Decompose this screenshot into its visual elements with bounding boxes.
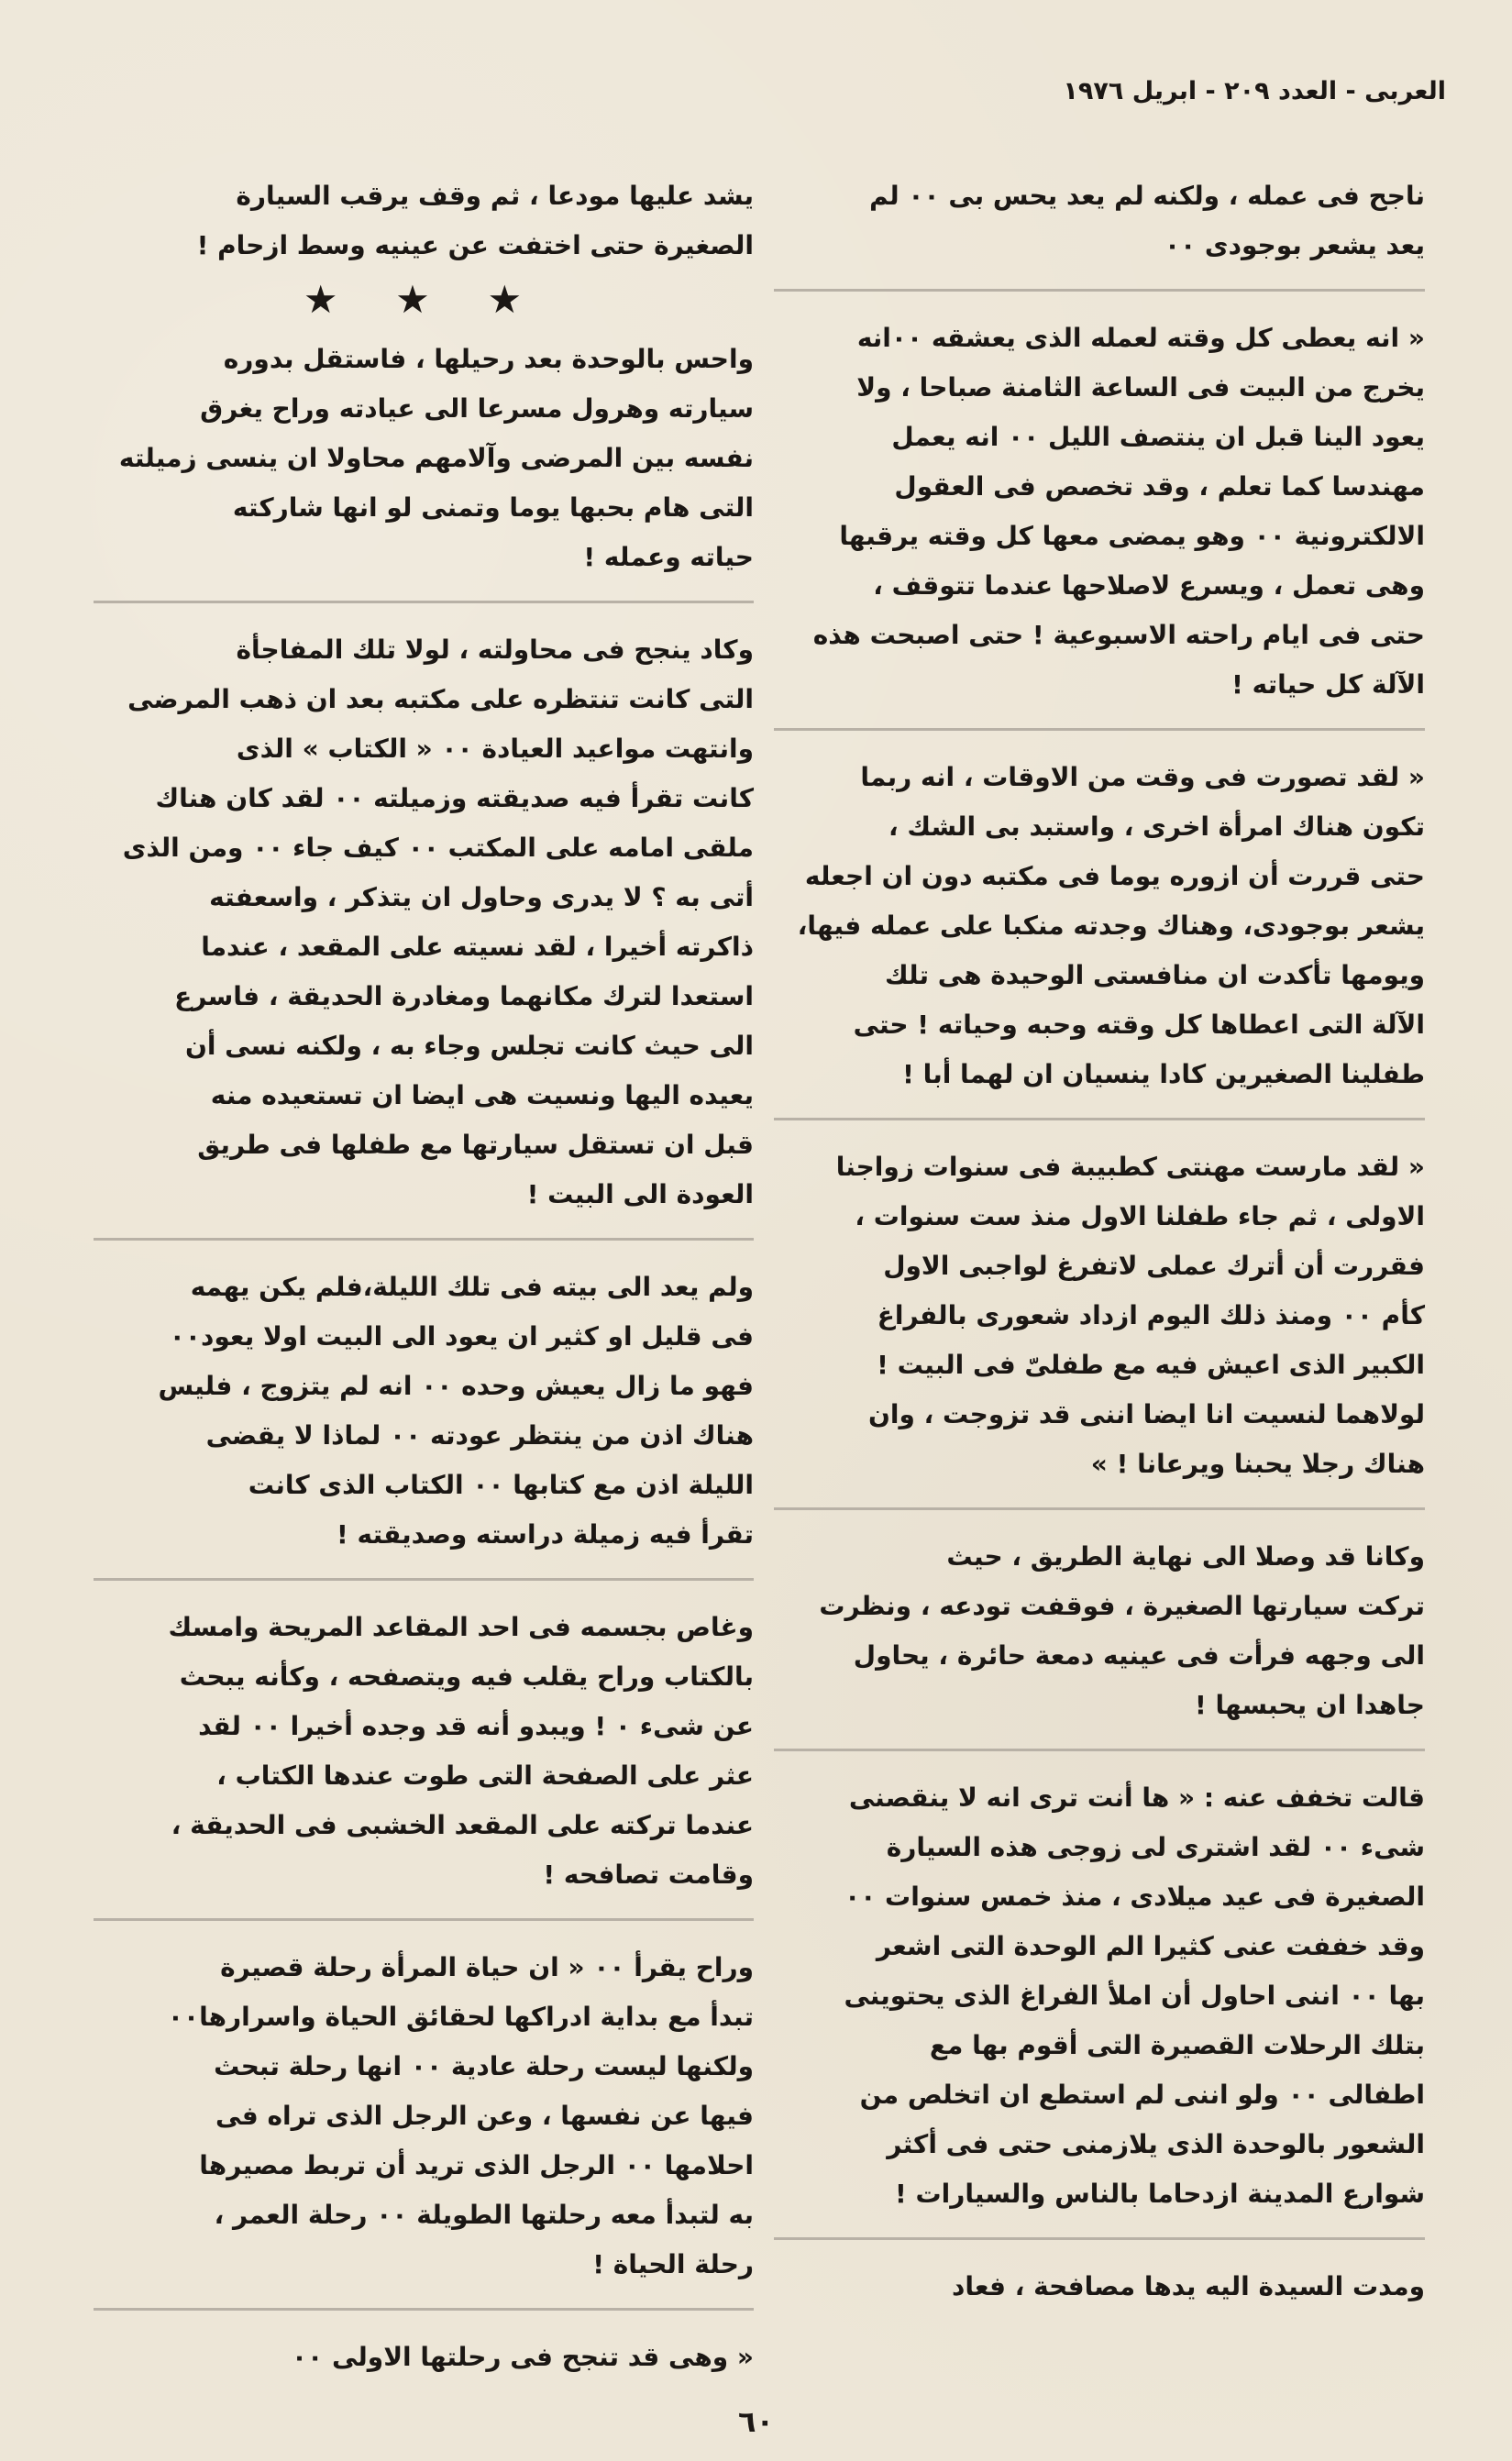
paragraph-divider [774,1118,1425,1120]
paragraph-divider [774,2237,1425,2240]
paragraph: قالت تخفف عنه : « ها أنت ترى انه لا ينقصنى شىء ٠٠ لقد اشترى لى زوجى هذه السيارة الصغيرة فى عيد ميلادى ، منذ خمس سنوات ٠٠ وقد خففت عنى كثيرا الم الوحدة التى اشعر بها ٠٠ اننى احاول أن املأ الفراغ الذى يحتوينى بتلك الرحلات القصيرة التى أقوم بها مع اطفالى ٠٠ ولو اننى لم استطع ان اتخلص من الشعور بالوحدة الذى يلازمنى حتى فى أكثر شوارع المدينة ازدحاما بالناس والسيارات ! [844,1782,1425,2209]
paragraph: ولم يعد الى بيته فى تلك الليلة،فلم يكن يهمه فى قليل او كثير ان يعود الى البيت اولا يعود٠٠ فهو ما زال يعيش وحده ٠٠ انه لم يتزوج ، فليس هناك اذن من ينتظر عودته ٠٠ لماذا لا يقضى الليلة اذن مع كتابها ٠٠ الكتاب الذى كانت تقرأ فيه زميلة دراسته وصديقته ! [158,1272,754,1550]
paragraph: ومدت السيدة اليه يدها مصافحة ، فعاد [951,2271,1425,2301]
paragraph: وكاد ينجح فى محاولته ، لولا تلك المفاجأة التى كانت تنتظره على مكتبه بعد ان ذهب المرضى وانتهت مواعيد العيادة ٠٠ « الكتاب » الذى كانت تقرأ فيه صديقته وزميلته ٠٠ لقد كان هناك ملقى امامه على المكتب ٠٠ كيف جاء ٠٠ ومن الذى أتى به ؟ لا يدرى وحاول ان يتذكر ، واسعفته ذاكرته أخيرا ، لقد نسيته على المقعد ، عندما استعدا لترك مكانهما ومغادرة الحديقة ، فاسرع الى حيث كانت تجلس وجاء به ، ولكنه نسى أن يعيده اليها ونسيت هى ايضا ان تستعيده منه قبل ان تستقل سيارتها مع طفلها فى طريق العودة الى البيت ! [122,635,754,1209]
paragraph-divider [774,728,1425,731]
paragraph: « انه يعطى كل وقته لعمله الذى يعشقه ٠٠انه يخرج من البيت فى الساعة الثامنة صباحا ، ولا يعود الينا قبل ان ينتصف الليل ٠٠ انه يعمل مهندسا كما تعلم ، وقد تخصص فى العقول الالكترونية ٠٠ وهو يمضى معها كل وقته يرقبها وهى تعمل ، ويسرع لاصلاحها عندما تتوقف ، حتى فى ايام راحته الاسبوعية ! حتى اصبحت هذه الآلة كل حياته ! [812,323,1425,700]
running-head: العربى - العدد ٢٠٩ - ابريل ١٩٧٦ [1063,77,1446,105]
paragraph-divider [774,289,1425,292]
paragraph-divider [94,1918,754,1921]
paragraph: « لقد مارست مهنتى كطبيبة فى سنوات زواجنا الاولى ، ثم جاء طفلنا الاول منذ ست سنوات ، فقررت أن أترك عملى لاتفرغ لواجبى الاول كأم ٠٠ ومنذ ذلك اليوم ازداد شعورى بالفراغ الكبير الذى اعيش فيه مع طفلىّ فى البيت ! لولاهما لنسيت انا ايضا اننى قد تزوجت ، وان هناك رجلا يحبنا ويرعانا ! » [835,1152,1425,1479]
page-number: ٦٠ [737,2404,775,2439]
paragraph-divider [94,1578,754,1581]
paragraph-divider [774,1507,1425,1510]
paragraph-divider [94,1238,754,1241]
paragraph: يشد عليها مودعا ، ثم وقف يرقب السيارة الصغيرة حتى اختفت عن عينيه وسط ازحام ! [196,181,754,260]
paragraph: وراح يقرأ ٠٠ « ان حياة المرأة رحلة قصيرة تبدأ مع بداية ادراكها لحقائق الحياة واسرارها٠٠ ولكنها ليست رحلة عادية ٠٠ انها رحلة تبحث فيها عن نفسها ، وعن الرجل الذى تراه فى احلامها ٠٠ الرجل الذى تريد أن تربط مصيرها به لتبدأ معه رحلتها الطويلة ٠٠ رحلة العمر ، رحلة الحياة ! [167,1952,754,2279]
paragraph: وغاص بجسمه فى احد المقاعد المريحة وامسك بالكتاب وراح يقلب فيه ويتصفحه ، وكأنه يبحث عن شىء ٠ ! ويبدو أنه قد وجده أخيرا ٠٠ لقد عثر على الصفحة التى طوت عندها الكتاب ، عندما تركته على المقعد الخشبى فى الحديقة ، وقامت تصافحه ! [168,1612,754,1890]
paragraph: ناجح فى عمله ، ولكنه لم يعد يحس بى ٠٠ لم يعد يشعر بوجودى ٠٠ [869,181,1425,260]
paragraph: « لقد تصورت فى وقت من الاوقات ، انه ربما تكون هناك امرأة اخرى ، واستبد بى الشك ، حتى قررت أن ازوره يوما فى مكتبه دون ان اجعله يشعر بوجودى، وهناك وجدته منكبا على عمله فيها، ويومها تأكدت ان منافستى الوحيدة هى تلك الآلة التى اعطاها كل وقته وحبه وحياته ! حتى طفلينا الصغيرين كادا ينسيان ان لهما أبا ! [797,762,1425,1089]
section-stars: ★ ★ ★ [303,277,545,322]
paragraph: « وهى قد تنجح فى رحلتها الاولى ٠٠ [292,2342,754,2372]
paragraph-divider [94,2308,754,2311]
paragraph: واحس بالوحدة بعد رحيلها ، فاستقل بدوره سيارته وهرول مسرعا الى عيادته وراح يغرق نفسه بين المرضى وآلامهم محاولا ان ينسى زميلته التى هام بحبها يوما وتمنى لو انها شاركته حياته وعمله ! [118,344,754,572]
right-column [774,171,1425,2312]
paragraph-divider [774,1749,1425,1751]
paragraph-divider [94,601,754,603]
left-column [94,171,754,2382]
paragraph: وكانا قد وصلا الى نهاية الطريق ، حيث تركت سيارتها الصغيرة ، فوقفت تودعه ، ونظرت الى وجهه فرأت فى عينيه دمعة حائرة ، يحاول جاهدا ان يحبسها ! [819,1541,1425,1720]
